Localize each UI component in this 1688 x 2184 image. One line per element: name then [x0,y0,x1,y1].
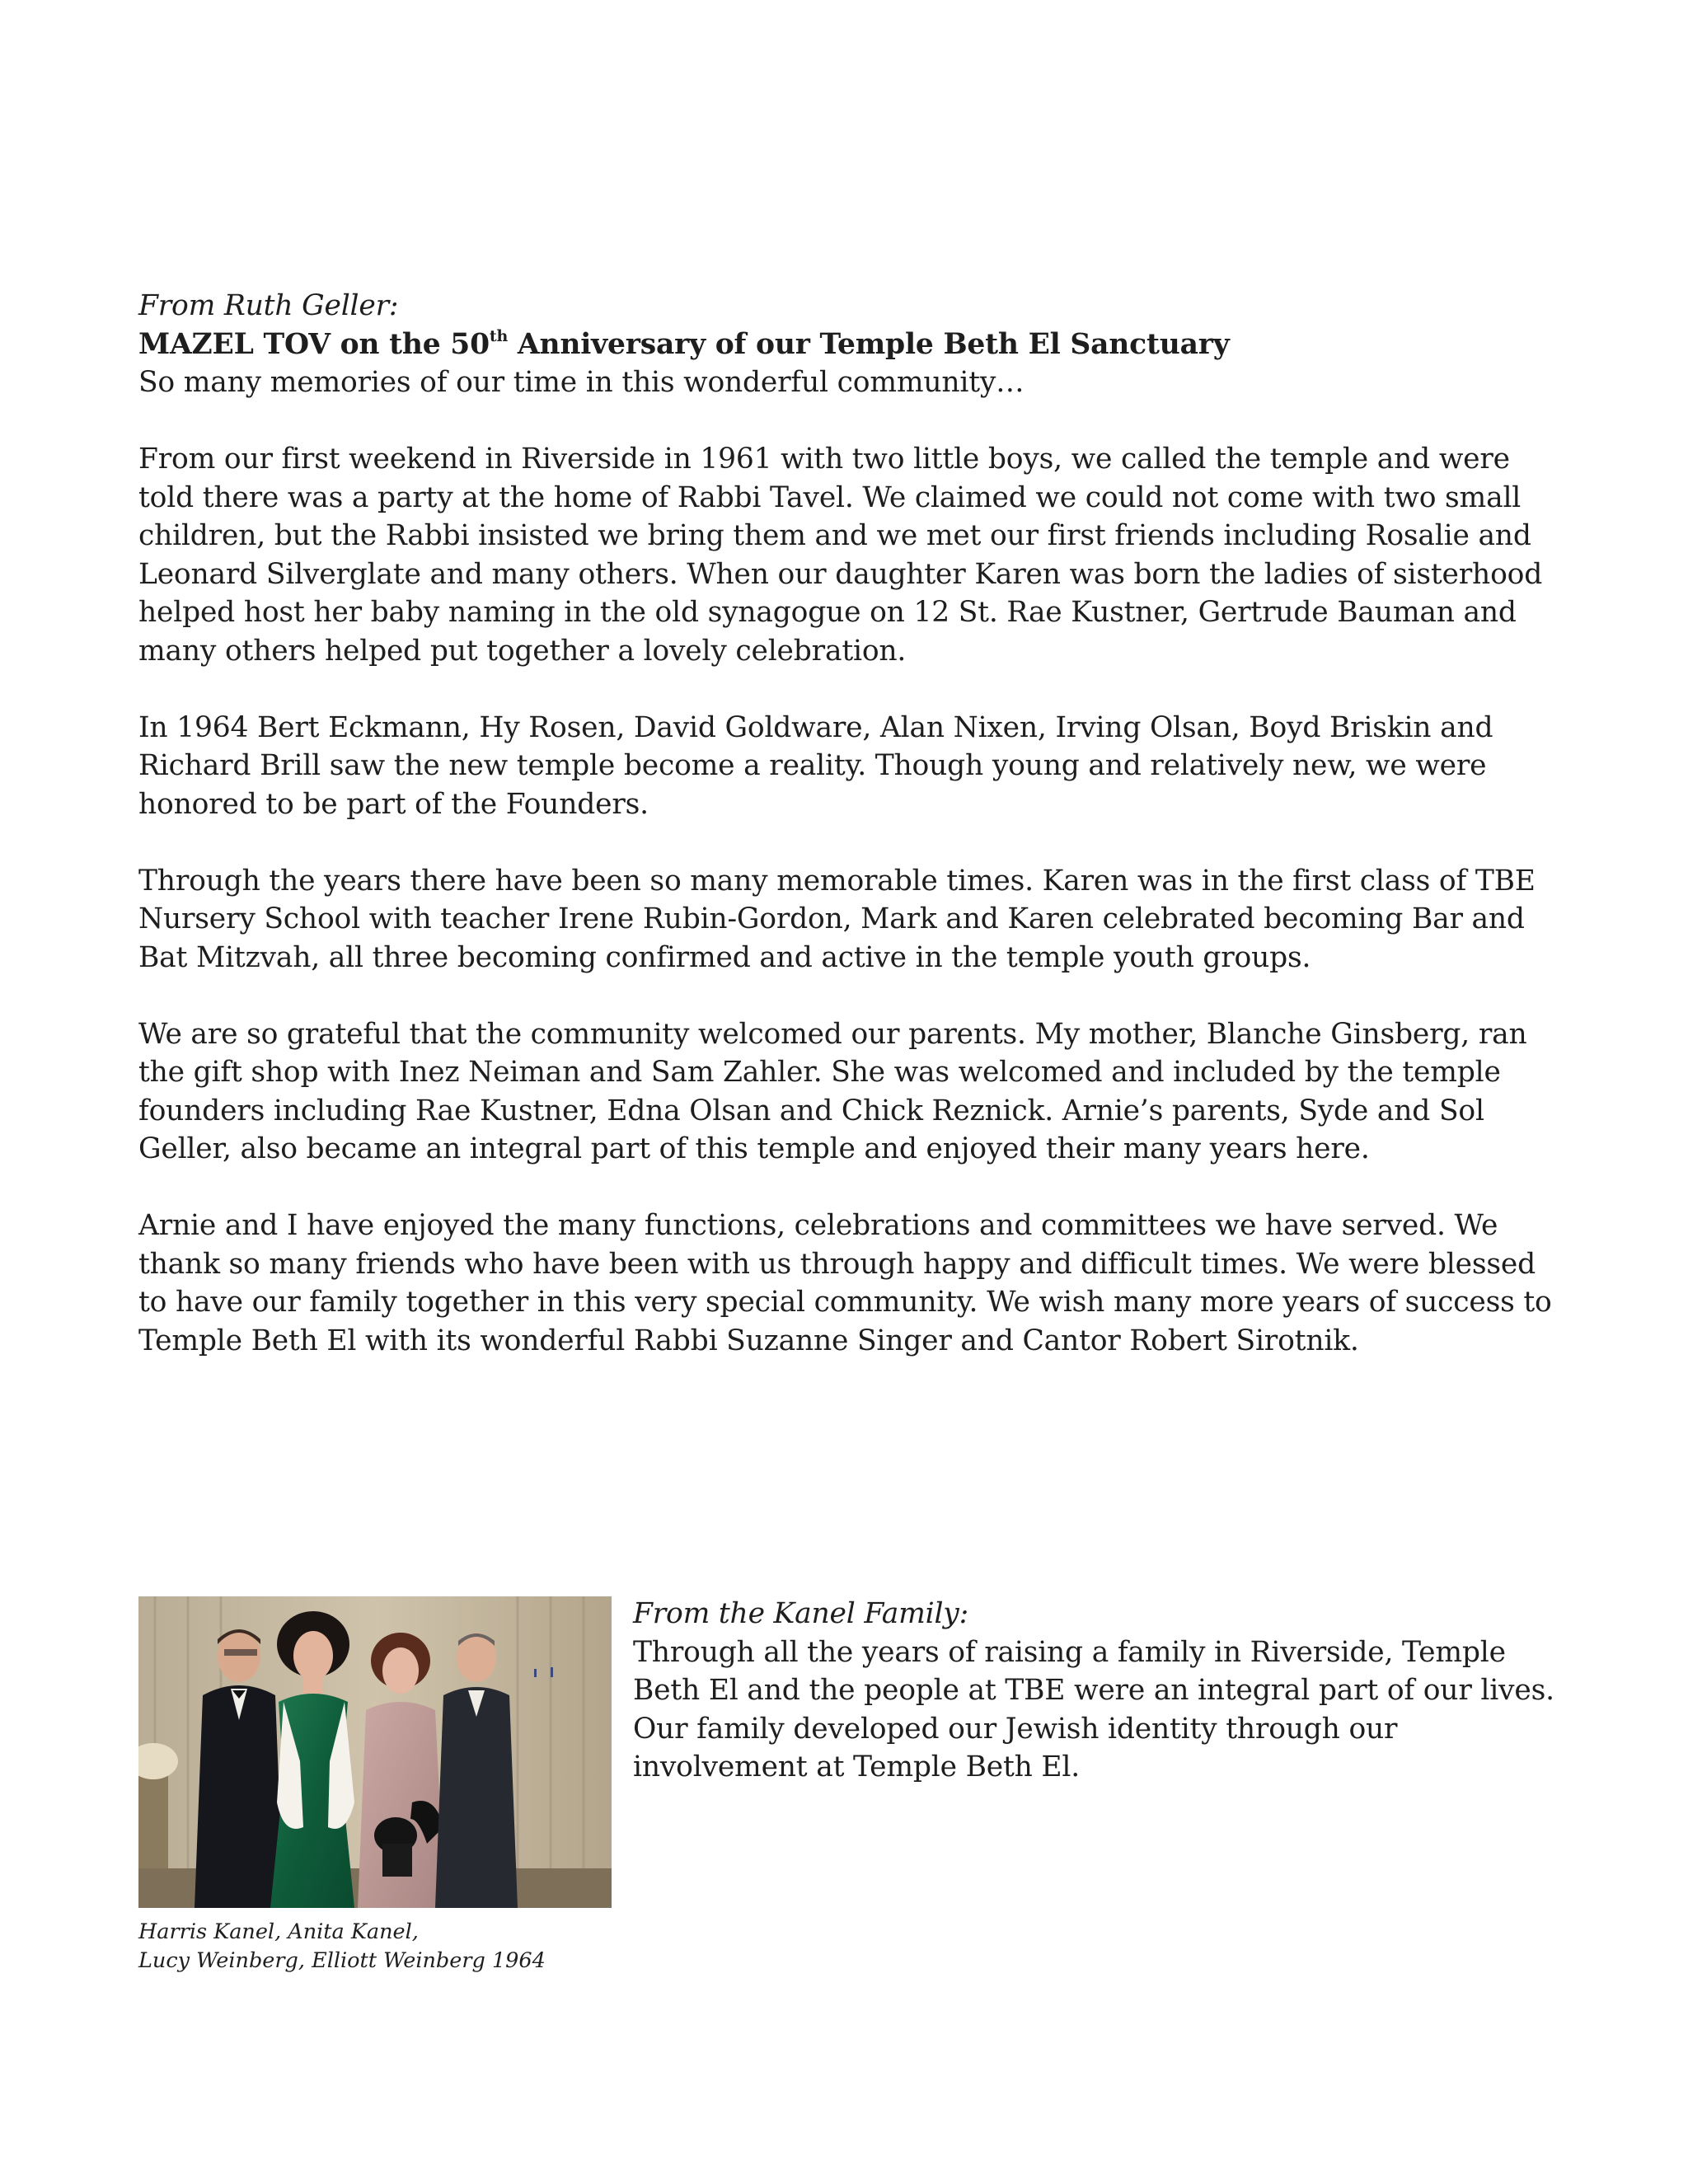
letter-headline [138,326,1564,364]
letter-paragraph: We are so grateful that the community welcomed our parents. My mother, Blanche Ginsberg, ran the gift shop with Inez Neiman and Sam Zahler. She was welcomed and included by the temple founders including Rae Kustner, Edna Olsan and Chick Reznick. Arnie’s parents, Syde and Sol Geller, also became an integral part of this temple and enjoyed their many years here. [138,1017,1527,1165]
kanel-body: Through all the years of raising a family in Riverside, Temple Beth El and the people at TBE were an integral part of our lives. Our family developed our Jewish identity through our involvement at Temple Beth El. [633,1635,1554,1783]
letter-paragraph: Through the years there have been so many memorable times. Karen was in the first class of TBE Nursery School with teacher Irene Rubin-Gordon, Mark and Karen celebrated becoming Bar and Bat Mitzvah, all three becoming confirmed and active in the temple youth groups. [138,864,1536,974]
letter-header [138,287,1564,402]
caption-line: Lucy Weinberg, Elliott Weinberg 1964 [138,1948,546,1973]
letter-paragraph: Arnie and I have enjoyed the many functions, celebrations and committees we have served. We thank so many friends who have been with us through happy and difficult times. We were blessed to have our family together in this very special community. We wish many more years of success to Temple Beth El with its wonderful Rabbi Suzanne Singer and Cantor Robert Sirotnik. [138,1209,1552,1357]
family-photo [138,1596,612,1908]
ruth-geller-letter [138,287,1564,1399]
kanel-family-note [633,1595,1573,1787]
caption-line: Harris Kanel, Anita Kanel, [138,1919,419,1944]
headline-text-end: Anniversary of our Temple Beth El Sanctuary [508,327,1230,361]
letter-paragraph: From our first weekend in Riverside in 1961 with two little boys, we called the temple and were told there was a party at the home of Rabbi Tavel. We claimed we could not come with two small children, but the Rabbi insisted we bring them and we met our first friends including Rosalie and Leonard Silverglate and many others. When our daughter Karen was born the ladies of sisterhood helped host her baby naming in the old synagogue on 12 St. Rae Kustner, Gertrude Bauman and many others helped put together a lovely celebration. [138,443,1543,668]
letter-paragraph: In 1964 Bert Eckmann, Hy Rosen, David Goldware, Alan Nixen, Irving Olsan, Boyd Briskin and Richard Brill saw the new temple become a reality. Though young and relatively new, we were honored to be part of the Founders. [138,710,1493,821]
photo-caption [138,1918,649,1975]
letter-intro: So many memories of our time in this wonderful community… [138,366,1025,399]
headline-text-start: MAZEL TOV on the 50 [138,327,490,361]
headline-ordinal-suffix: th [489,326,509,345]
letter-from-line: From Ruth Geller: [138,289,399,322]
kanel-from-line: From the Kanel Family: [633,1597,968,1630]
